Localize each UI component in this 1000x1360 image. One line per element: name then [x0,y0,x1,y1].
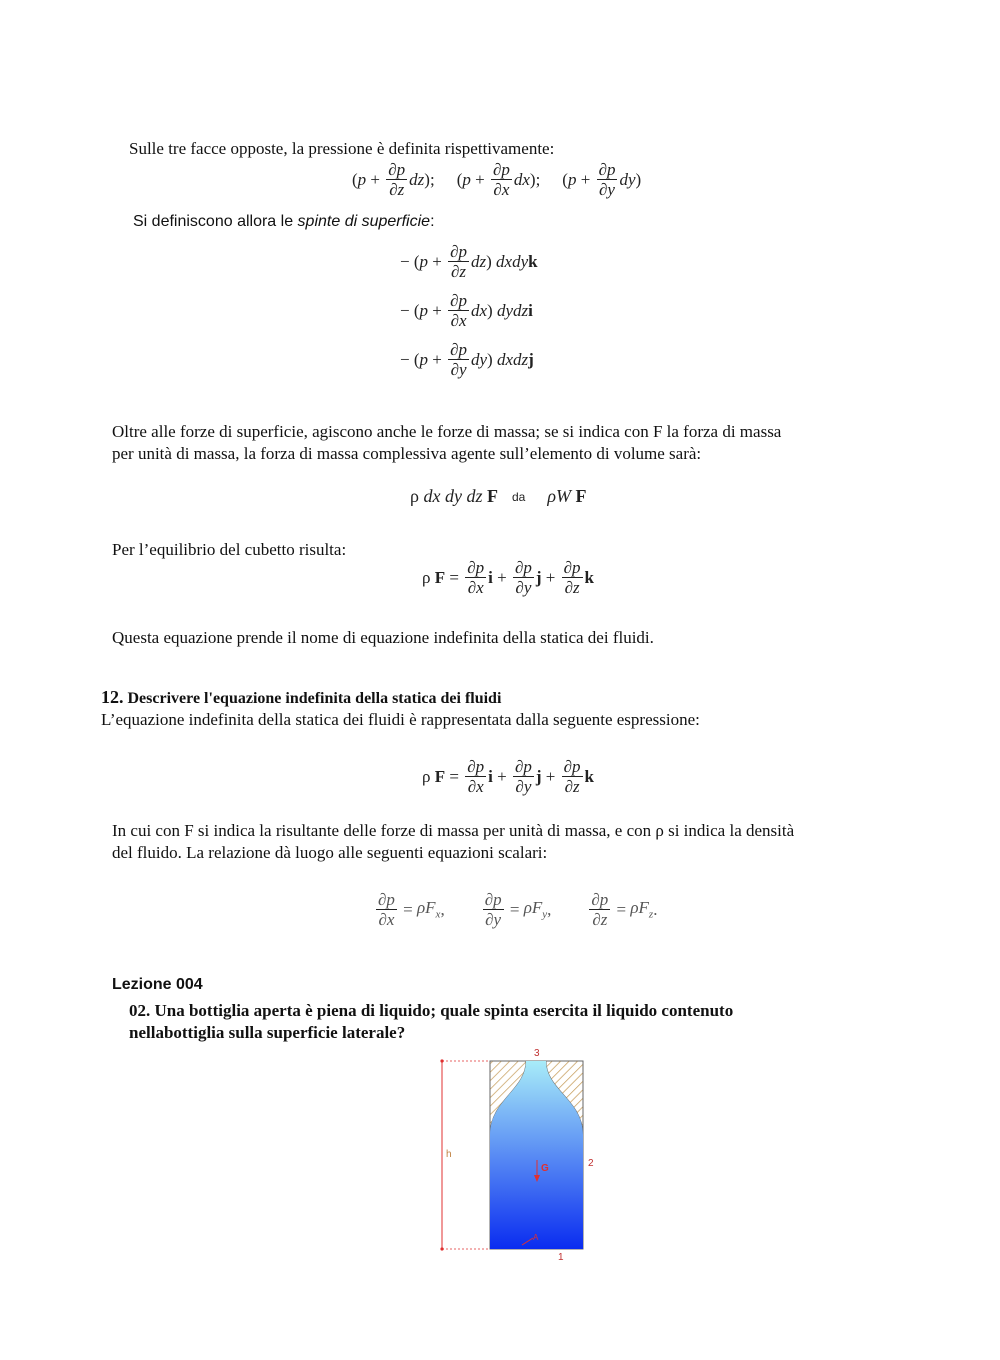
surface-thrusts-colon: : [430,213,435,230]
paragraph-surface-thrusts [133,211,435,233]
equation-mass-force: ρ dx dy dz F da ρW F [410,486,587,506]
label-2: 2 [588,1158,594,1169]
equation-indefinite-statics: ρ F = $\frac{\partial p}{\partial x}$ i + $\frac{\partial p}{\partial y}$ j + $\frac{\partial p}{\partial z}$ k [422,757,594,796]
equation-thrust-j: − ( p + $\frac{\partial p}{\partial y}$ dy ) dxdz j [400,340,534,379]
surface-thrusts-lead: Si definiscono allora le [133,213,298,230]
paragraph-indefinite-expression: L’equazione indefinita della statica dei fluidi è rappresentata dalla seguente espressione: [101,710,700,729]
height-bottom-tick [440,1247,443,1250]
equation-thrust-k: − ( p + $\frac{\partial p}{\partial z}$ dz ) dxdy k [400,242,538,281]
paragraph-density-line1: In cui con F si indica la risultante delle forze di massa per unità di massa, e con ρ si indica la densità [112,821,795,840]
paragraph-mass-forces-line2: per unità di massa, la forza di massa complessiva agente sull’elemento di volume sarà: [112,444,702,463]
label-3: 3 [534,1048,540,1059]
question-12-heading [101,687,501,708]
equation-face-pressures: ( p + $\frac{\partial p}{\partial z}$ dz ); ( p + $\frac{\partial p}{\partial x}$ dx ); ( p + $\frac{\partial p}{\partial y}$ dy ) [352,160,642,199]
equation-scalar-components: $\frac{\partial p}{\partial x}$ = $\rho F_x$ , $\frac{\partial p}{\partial y}$ = $\rho F_y$ , $\frac{\partial p}{\partial z}$ = $\rho F_z$ . [378,890,658,929]
question-02-line1: 02. Una bottiglia aperta è piena di liquido; quale spinta esercita il liquido contenuto [129,1001,734,1020]
label-h: h [446,1149,452,1160]
paragraph-mass-forces-line1: Oltre alle forze di superficie, agiscono anche le forze di massa; se si indica con F la forza di massa [112,422,782,441]
paragraph-equilibrium: Per l’equilibrio del cubetto risulta: [112,540,347,559]
label-A: A [533,1233,539,1242]
paragraph-pressure-faces: Sulle tre facce opposte, la pressione è definita rispettivamente: [129,139,555,158]
paragraph-density-line2: del fluido. La relazione dà luogo alle seguenti equazioni scalari: [112,843,548,862]
question-12-number: 12. [101,687,124,707]
word-da: da [511,489,526,504]
bottle-figure [420,1040,620,1270]
question-12-title: Descrivere l'equazione indefinita della statica dei fluidi [127,690,502,707]
surface-thrusts-term: spinte di superficie [297,213,431,230]
lesson-label: Lezione 004 [112,976,203,993]
height-top-tick [440,1059,443,1062]
equation-thrust-i: − ( p + $\frac{\partial p}{\partial x}$ dx ) dydz i [400,291,533,330]
equation-equilibrium: ρ F = $\frac{\partial p}{\partial x}$ i + $\frac{\partial p}{\partial y}$ j + $\frac{\partial p}{\partial z}$ k [422,558,594,597]
paragraph-indefinite-equation: Questa equazione prende il nome di equazione indefinita della statica dei fluidi. [112,628,654,647]
label-1: 1 [558,1252,564,1263]
question-02-line2: nellabottiglia sulla superficie laterale? [129,1023,406,1042]
label-G: G [541,1163,549,1174]
